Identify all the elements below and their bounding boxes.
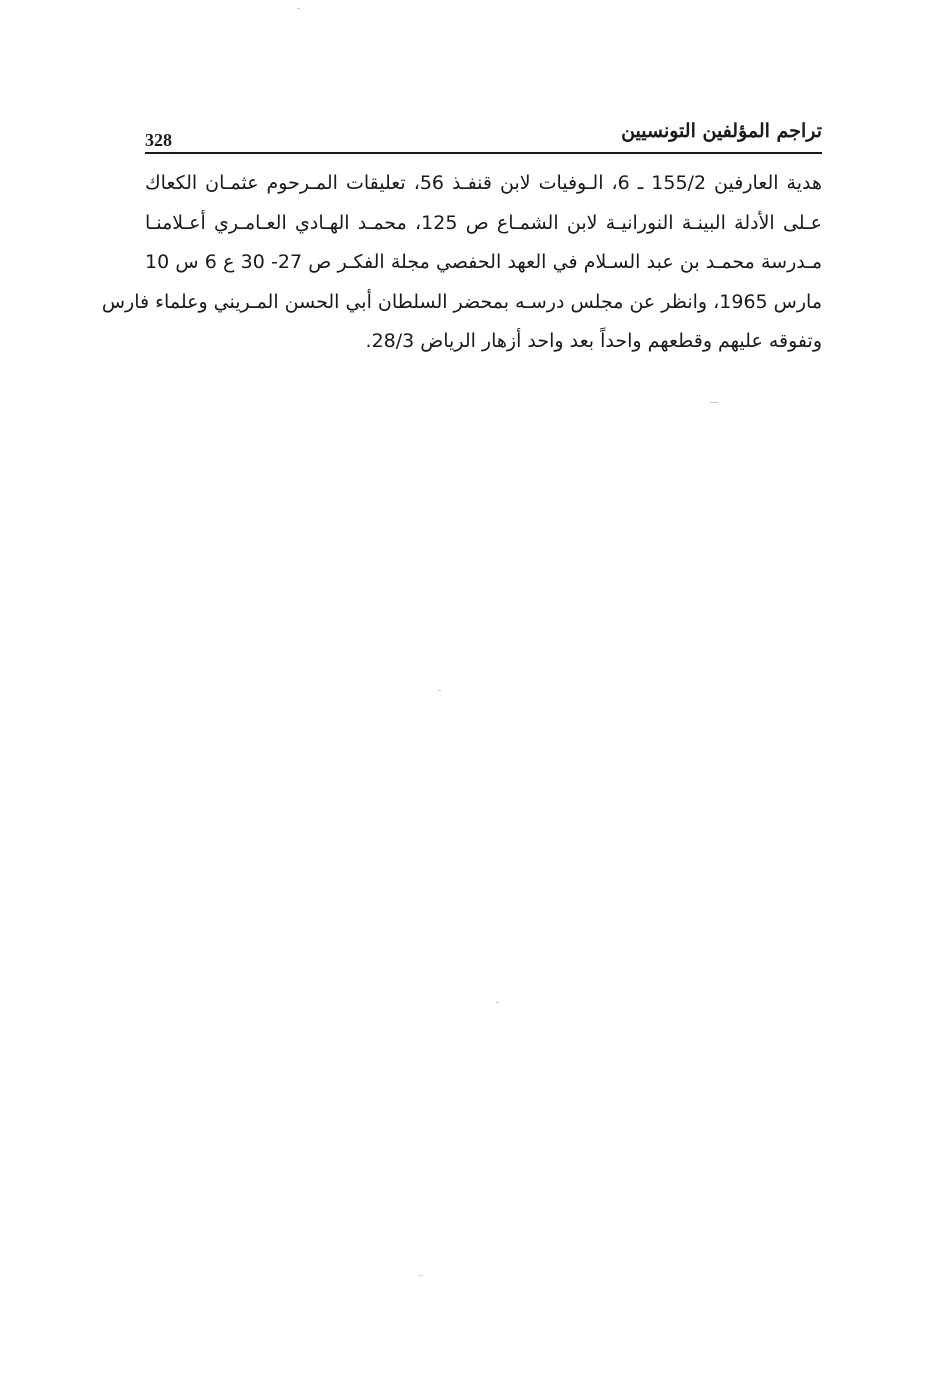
- scan-speck: [710, 402, 718, 403]
- scan-speck: [297, 8, 300, 9]
- text-line: وتفوقه عليهم وقطعهم واحداً بعد واحد أزهار الرياض 28/3.: [365, 330, 822, 352]
- page-number: 328: [145, 130, 172, 150]
- text-line: مـدرسة محمـد بن عبد السـلام في العهد الحفصي مجلة الفكـر ص 27- 30 ع 6 س 10: [145, 251, 822, 273]
- text-line: مارس 1965، وانظر عن مجلس درسـه بمحضر السلطان أبي الحسن المـريني وعلماء فارس: [101, 290, 822, 313]
- scan-speck: [438, 690, 441, 691]
- text-line: هدية العارفين 155/2 ـ 6، الـوفيات لابن قنفـذ 56، تعليقات المـرحوم عثمـان الكعاك: [145, 172, 822, 194]
- running-title: تراجم المؤلفين التونسيين: [621, 120, 822, 142]
- scan-speck: [419, 1275, 422, 1276]
- scan-speck: [496, 1002, 499, 1003]
- running-header: [145, 114, 822, 154]
- text-line: عـلى الأدلة البينـة النورانيـة لابن الشمـاع ص 125، محمـد الهـادي العـامـري أعـلامنـا: [145, 211, 822, 234]
- body-text: [101, 164, 822, 362]
